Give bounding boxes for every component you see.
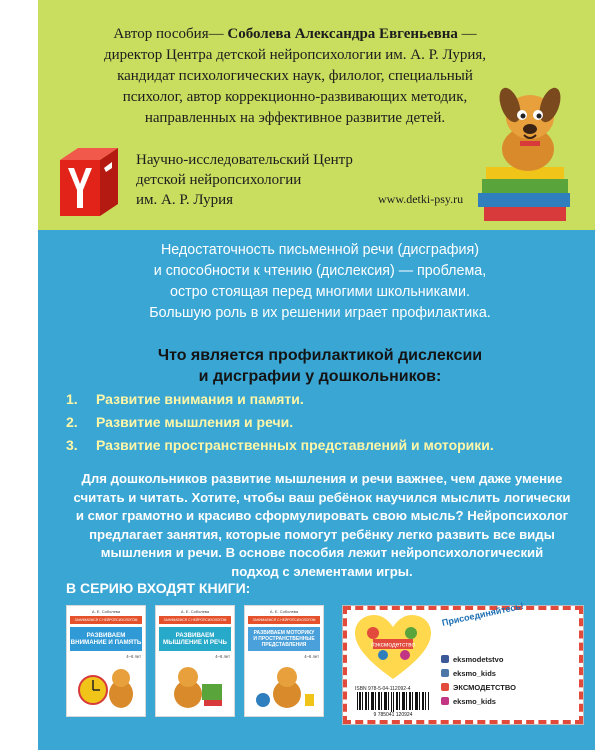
website-link[interactable]: www.detki-psy.ru bbox=[378, 192, 464, 206]
book-title: РАЗВИВАЕМ МЫШЛЕНИЕ И РЕЧЬ bbox=[159, 627, 231, 651]
description-paragraph: Для дошкольников развитие мышления и речи важнее, чем даже умение считать и читать. Хотите, чтобы ваш ребёнок научился мыслить логически и смог грамотно и красиво сформулировать свою мысль? Нейропсихолог предлагает занятия, которые помогут ребёнку легко развить все виды мышления и речи. В основе пособия лежит нейропсихологический подход с элементами игры. bbox=[73, 471, 571, 579]
eksmo-icon bbox=[441, 683, 449, 691]
author-block: Автор пособия— Соболева Александра Евгеньевна — директор Центра детской нейропсихологии им. А. Р. Лурия, кандидат психологических наук, филолог, специальный психолог, автор коррекционно-развивающих методик, направленных на эффективное развитие детей. bbox=[60, 24, 530, 129]
dog-clock-icon bbox=[73, 664, 139, 710]
isbn-number: ISBN 978-5-04-112092-4 bbox=[355, 686, 411, 692]
series-book-attention-memory[interactable]: А. Е. Соболева ЗАНИМАЕМСЯ С НЕЙРОПСИХОЛОГОМ РАЗВИВАЕМ ВНИМАНИЕ И ПАМЯТЬ 4–6 лет bbox=[66, 605, 146, 717]
facebook-icon bbox=[441, 655, 449, 663]
social-link-vk[interactable]: eksmo_kids bbox=[441, 666, 577, 680]
dog-with-books-icon bbox=[470, 75, 580, 225]
intro-text: Недостаточность письменной речи (дисграфия) и способности к чтению (дислексия) — проблема, остро стоящая перед многими школьниками. Большую роль в их решении играет профилактика. bbox=[149, 242, 491, 321]
list-item: 2. Развитие мышления и речи. bbox=[66, 414, 294, 430]
join-banner: Присоединяйтесь! bbox=[441, 600, 525, 628]
dog-reading-icon bbox=[162, 664, 228, 710]
instagram-icon bbox=[441, 697, 449, 705]
brand-hashtag: #эксмодетство bbox=[370, 641, 416, 649]
luria-center-logo-icon bbox=[60, 148, 122, 216]
vk-icon bbox=[441, 669, 449, 677]
social-link-eksmo[interactable]: ЭКСМОДЕТСТВО bbox=[441, 680, 577, 694]
series-book-motor-spatial[interactable]: А. Е. Соболева ЗАНИМАЕМСЯ С НЕЙРОПСИХОЛОГОМ РАЗВИВАЕМ МОТОРИКУ И ПРОСТРАНСТВЕННЫЕ ПРЕДСТАВЛЕНИЯ 4–6 лет bbox=[244, 605, 324, 717]
author-prefix: Автор пособия— bbox=[113, 26, 224, 42]
social-links bbox=[441, 652, 577, 708]
research-center-name: Научно-исследовательский Центр детской нейропсихологии им. А. Р. Лурия bbox=[136, 152, 353, 208]
dog-playing-icon bbox=[251, 664, 317, 710]
heart-collage-icon bbox=[355, 615, 431, 681]
book-title: РАЗВИВАЕМ МОТОРИКУ И ПРОСТРАНСТВЕННЫЕ ПРЕДСТАВЛЕНИЯ bbox=[248, 627, 320, 651]
barcode-icon bbox=[355, 692, 431, 716]
author-line: психолог, автор коррекционно-развивающих методик, bbox=[122, 89, 468, 105]
social-promo-card bbox=[342, 600, 584, 725]
series-heading: В СЕРИЮ ВХОДЯТ КНИГИ: bbox=[66, 580, 251, 596]
author-line: кандидат психологических наук, филолог, специальный bbox=[117, 68, 473, 84]
list-item: 1. Развитие внимания и памяти. bbox=[66, 391, 304, 407]
list-item: 3. Развитие пространственных представлений и моторики. bbox=[66, 437, 494, 453]
prevention-heading: Что является профилактикой дислексии и дисграфии у дошкольников: bbox=[157, 347, 483, 385]
prevention-list bbox=[66, 388, 586, 457]
author-line: направленных на эффективное развитие детей. bbox=[144, 110, 446, 126]
barcode-number: 9 785041 120924 bbox=[373, 712, 413, 716]
author-line: директор Центра детской нейропсихологии им. А. Р. Лурия, bbox=[103, 47, 487, 63]
author-name: Соболева Александра Евгеньевна bbox=[227, 26, 458, 42]
social-link-facebook[interactable]: eksmodetstvo bbox=[441, 652, 577, 666]
book-title: РАЗВИВАЕМ ВНИМАНИЕ И ПАМЯТЬ bbox=[70, 627, 142, 651]
social-link-instagram[interactable]: eksmo_kids bbox=[441, 694, 577, 708]
series-book-thinking-speech[interactable]: А. Е. Соболева ЗАНИМАЕМСЯ С НЕЙРОПСИХОЛОГОМ РАЗВИВАЕМ МЫШЛЕНИЕ И РЕЧЬ 4–6 лет bbox=[155, 605, 235, 717]
